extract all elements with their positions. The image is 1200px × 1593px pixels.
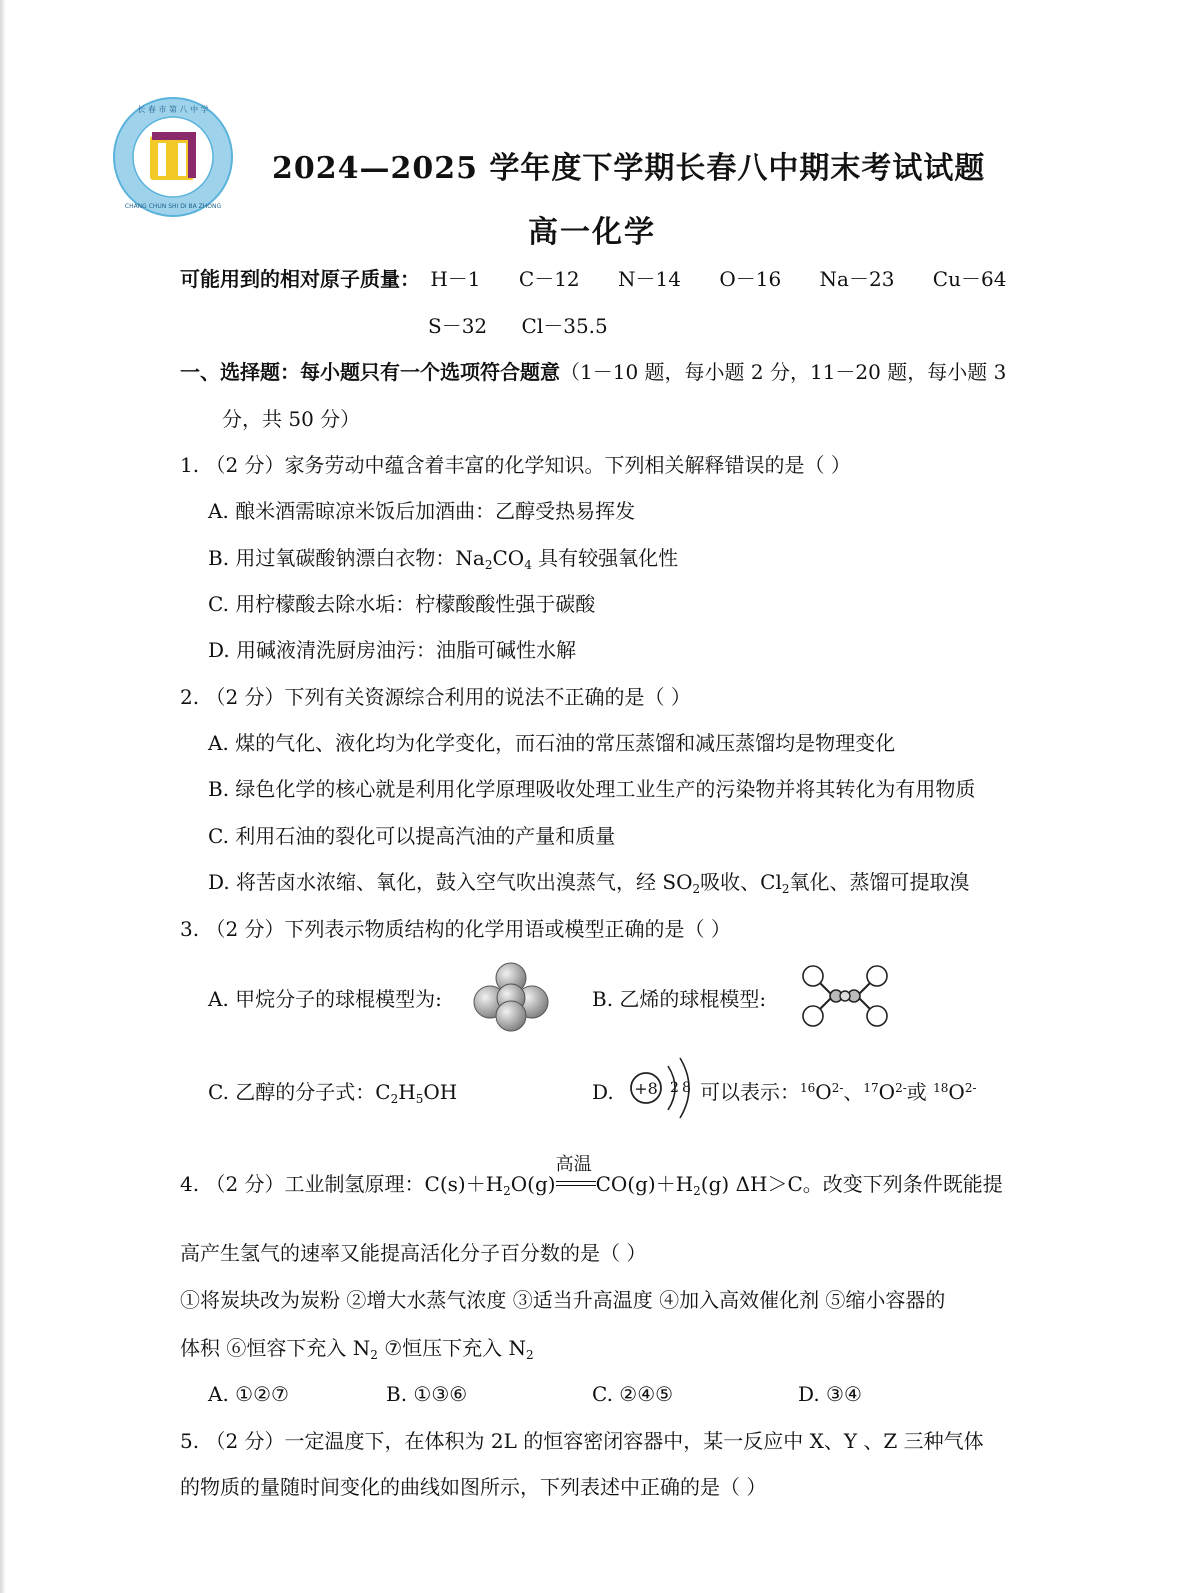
q5-stem: 5. （2 分）一定温度下，在体积为 2L 的恒容密闭容器中，某一反应中 X、Y 、Z 三种气体 bbox=[180, 1429, 984, 1453]
q2-option-c: C. 利用石油的裂化可以提高汽油的产量和质量 bbox=[208, 824, 616, 848]
q2-option-d bbox=[208, 869, 969, 895]
mass-c: C－12 bbox=[518, 267, 580, 291]
q4-option-c: C. ②④⑤ bbox=[592, 1382, 674, 1406]
q4-mid1: O(g) bbox=[510, 1172, 556, 1196]
q1-b-text: B. 用过氧碳酸钠漂白衣物：Na bbox=[208, 546, 485, 570]
q4-option-d: D. ③④ bbox=[798, 1382, 862, 1406]
q4-sub2: 2 bbox=[693, 1184, 701, 1198]
section-note: （1－10 题，每小题 2 分，11－20 题，每小题 3 bbox=[560, 360, 1007, 384]
iso1-el: O bbox=[815, 1080, 832, 1104]
methane-model-image bbox=[470, 960, 552, 1032]
q4-mid2: CO(g)＋H bbox=[595, 1172, 694, 1196]
q2-option-b: B. 绿色化学的核心就是利用化学原理吸收处理工业生产的污染物并将其转化为有用物质 bbox=[208, 777, 976, 801]
shell-1-electrons: 2 bbox=[670, 1080, 679, 1096]
svg-text:CHANG CHUN SHI DI BA ZHONG: CHANG CHUN SHI DI BA ZHONG bbox=[124, 203, 222, 210]
iso-sep2: 或 bbox=[906, 1080, 934, 1104]
reaction-arrow bbox=[555, 1154, 596, 1197]
q1-b-sub1: 2 bbox=[484, 558, 493, 572]
q4-line2: 高产生氢气的速率又能提高活化分子百分数的是（ ） bbox=[180, 1241, 647, 1265]
iso2-mass: 17 bbox=[863, 1081, 879, 1095]
school-logo bbox=[112, 96, 234, 218]
iso1-mass: 16 bbox=[800, 1081, 816, 1095]
q4-l4-mid: ⑦恒压下充入 N bbox=[377, 1336, 527, 1360]
mass-n: N－14 bbox=[618, 267, 681, 291]
section-heading-text: 一、选择题：每小题只有一个选项符合题意 bbox=[180, 360, 560, 384]
iso3-el: O bbox=[948, 1080, 965, 1104]
q5-stem-cont: 的物质的量随时间变化的曲线如图所示，下列表述中正确的是（ ） bbox=[180, 1475, 767, 1499]
exam-title: 2024—2025 学年度下学期长春八中期末考试试题 bbox=[272, 151, 986, 186]
q4-stem-text: 4. （2 分）工业制氢原理：C(s)＋H bbox=[180, 1172, 504, 1196]
mass-s: S－32 bbox=[428, 314, 488, 338]
q2-option-a: A. 煤的气化、液化均为化学变化，而石油的常压蒸馏和减压蒸馏均是物理变化 bbox=[208, 731, 896, 755]
ethylene-model-image bbox=[800, 964, 890, 1028]
q2-d-sub1: 2 bbox=[692, 882, 701, 896]
q1-option-c: C. 用柠檬酸去除水垢：柠檬酸酸性强于碳酸 bbox=[208, 592, 596, 616]
q1-b-post: 具有较强氧化性 bbox=[531, 546, 679, 570]
q2-stem: 2. （2 分）下列有关资源综合利用的说法不正确的是（ ） bbox=[180, 685, 691, 709]
shell-2-electrons: 8 bbox=[682, 1080, 691, 1096]
iso-sep1: 、 bbox=[843, 1080, 864, 1104]
oxygen-ion-structure-diagram bbox=[624, 1052, 700, 1128]
iso3-mass: 18 bbox=[933, 1081, 949, 1095]
mass-cl: Cl－35.5 bbox=[521, 314, 608, 338]
q4-sub1: 2 bbox=[503, 1184, 511, 1198]
q4-option-b: B. ①③⑥ bbox=[386, 1382, 468, 1406]
mass-cu: Cu－64 bbox=[932, 267, 1007, 291]
q3-c-sub1: 2 bbox=[390, 1092, 399, 1106]
q3-c-sub2: 5 bbox=[415, 1092, 424, 1106]
q4-conditions: ①将炭块改为炭粉 ②增大水蒸气浓度 ③适当升高温度 ④加入高效催化剂 ⑤缩小容器的 bbox=[180, 1288, 946, 1312]
iso1-charge: 2- bbox=[831, 1081, 844, 1095]
q1-option-a: A. 酿米酒需晾凉米饭后加酒曲：乙醇受热易挥发 bbox=[208, 499, 636, 523]
mass-h: H－1 bbox=[430, 267, 481, 291]
q2-d-mid: 吸收、Cl bbox=[700, 870, 782, 894]
section-note-cont: 分，共 50 分） bbox=[222, 407, 361, 431]
q2-d-post: 氧化、蒸馏可提取溴 bbox=[789, 870, 970, 894]
scan-edge-shadow bbox=[0, 0, 6, 1593]
q3-d-caption: 可以表示： bbox=[700, 1080, 800, 1104]
svg-text:长 春 市 第 八 中 学: 长 春 市 第 八 中 学 bbox=[137, 105, 209, 114]
q4-stem bbox=[180, 1154, 1003, 1198]
q4-l4-sub1: 2 bbox=[370, 1348, 378, 1362]
q4-option-a: A. ①②⑦ bbox=[208, 1382, 289, 1406]
mass-o: O－16 bbox=[719, 267, 782, 291]
q1-stem: 1. （2 分）家务劳动中蕴含着丰富的化学知识。下列相关解释错误的是（ ） bbox=[180, 453, 851, 477]
q3-c-mid: H bbox=[398, 1080, 416, 1104]
q3-option-c bbox=[208, 1079, 457, 1105]
iso2-el: O bbox=[878, 1080, 896, 1104]
atomic-mass-label: 可能用到的相对原子质量： bbox=[180, 267, 420, 291]
q3-option-b: B. 乙烯的球棍模型: bbox=[592, 987, 767, 1011]
exam-subtitle: 高一化学 bbox=[528, 215, 656, 250]
q3-c-text: C. 乙醇的分子式：C bbox=[208, 1080, 391, 1104]
iso2-charge: 2- bbox=[895, 1081, 907, 1095]
atomic-mass-line-2 bbox=[428, 313, 608, 339]
q4-post: (g) ΔH＞C。改变下列条件既能提 bbox=[700, 1172, 1003, 1196]
q4-l4-sub2: 2 bbox=[526, 1348, 534, 1362]
q1-option-b bbox=[208, 545, 678, 571]
iso3-charge: 2- bbox=[964, 1081, 977, 1095]
q4-conditions-cont bbox=[180, 1335, 534, 1361]
q3-option-d-label: D. bbox=[592, 1080, 614, 1104]
q3-c-post: OH bbox=[423, 1080, 458, 1104]
q3-option-a: A. 甲烷分子的球棍模型为: bbox=[208, 987, 442, 1011]
q4-l4-text: 体积 ⑥恒容下充入 N bbox=[180, 1336, 371, 1360]
q3-stem: 3. （2 分）下列表示物质结构的化学用语或模型正确的是（ ） bbox=[180, 917, 731, 941]
atomic-mass-line-1 bbox=[180, 266, 1006, 292]
q1-b-sub2: 4 bbox=[524, 558, 532, 572]
reaction-condition: 高温 bbox=[555, 1154, 592, 1175]
q1-b-mid: CO bbox=[492, 546, 525, 570]
nucleus-charge: +8 bbox=[634, 1079, 658, 1098]
q3-option-d-text bbox=[700, 1079, 977, 1105]
q2-d-sub2: 2 bbox=[781, 882, 790, 896]
q1-option-d: D. 用碱液清洗厨房油污：油脂可碱性水解 bbox=[208, 638, 577, 662]
q2-d-text: D. 将苦卤水浓缩、氧化，鼓入空气吹出溴蒸气，经 SO bbox=[208, 870, 693, 894]
mass-na: Na－23 bbox=[819, 267, 895, 291]
section-heading bbox=[180, 359, 1006, 385]
